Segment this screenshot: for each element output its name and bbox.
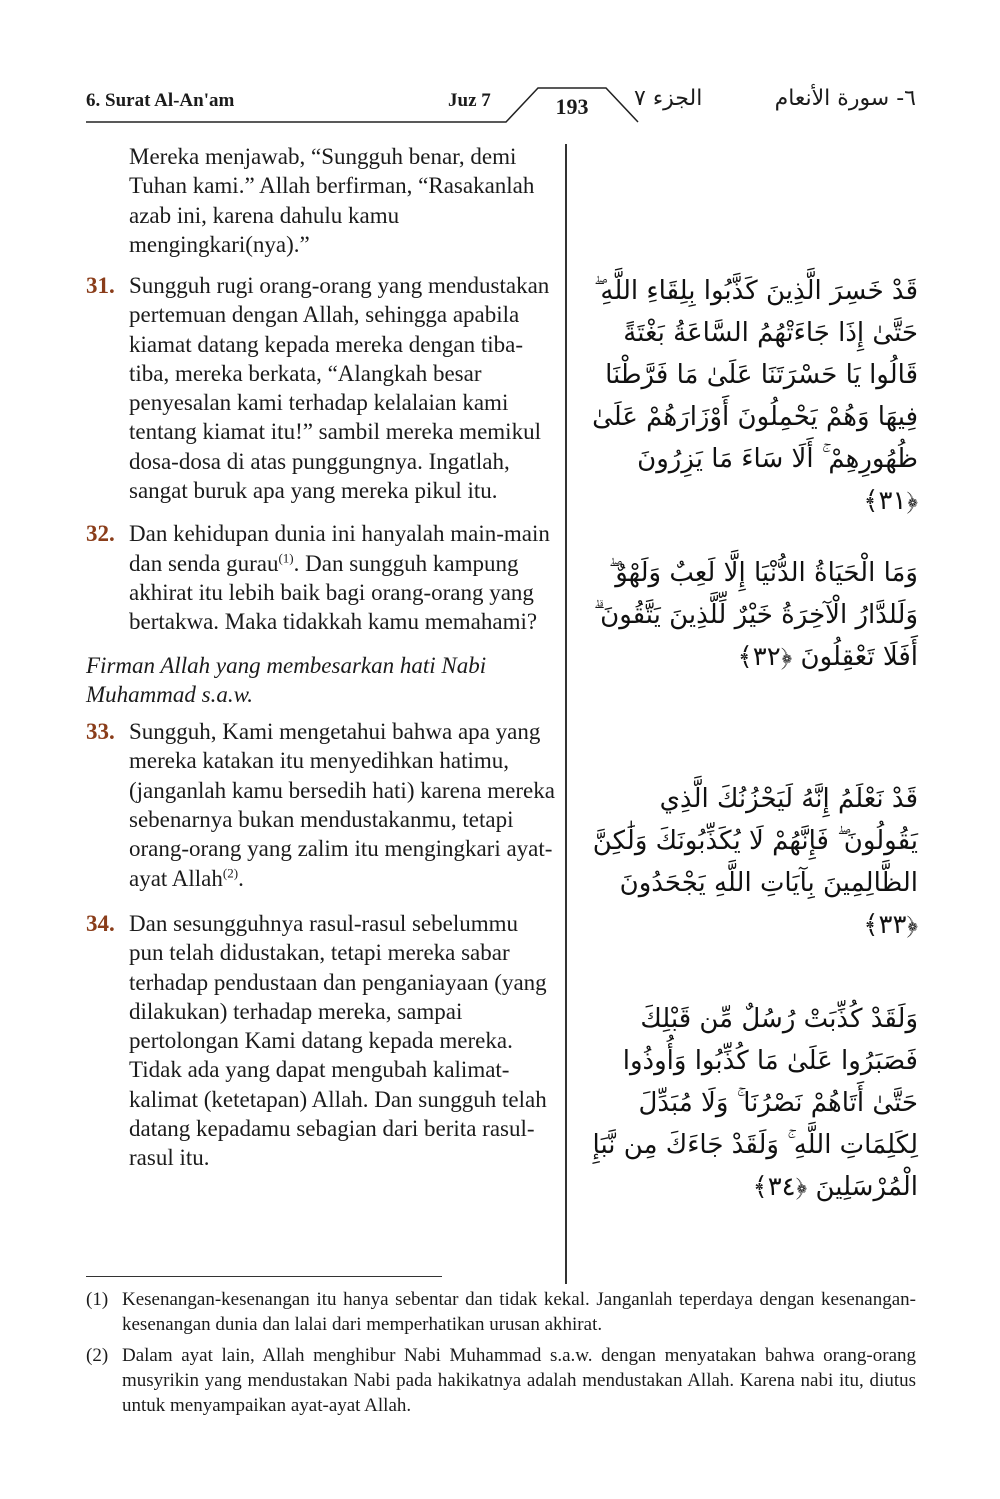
section-heading: Firman Allah yang membesarkan hati Nabi Muhammad s.a.w.: [86, 652, 487, 707]
verse-30-continuation: Mereka menjawab, “Sungguh benar, demi Tuhan kami.” Allah berfirman, “Rasakanlah azab ini, karena dahulu kamu mengingkari(nya).”: [129, 144, 535, 257]
verse-31-text: Sungguh rugi orang-orang yang mendustakan pertemuan dengan Allah, sehingga apabila kiamat datang kepada mereka dengan tiba-tiba, mereka berkata, “Alangkah besar penyesalan kami terhadap kelalaian kami tentang kiamat itu!” sambil mereka memikul dosa-dosa di atas punggungnya. Ingatlah, sangat buruk apa yang mereka pikul itu.: [129, 273, 550, 504]
verse-34-text: Dan sesungguhnya rasul-rasul sebelummu pun telah didustakan, tetapi mereka sabar terhadap pendustaan dan penganiayaan (yang dilakukan) terhadap mereka, sampai pertolongan Kami datang kepada mereka. Tidak ada yang dapat mengubah kalimat-kalimat (ketetapan) Allah. Dan sungguh telah datang kepadamu sebagian dari berita rasul-rasul itu.: [129, 910, 547, 1171]
column-divider: [565, 144, 567, 1284]
page-header: [86, 80, 916, 124]
verse-number-31: 31.: [86, 273, 115, 298]
verse-33-text-b: .: [238, 865, 244, 891]
verse-31-translation: [86, 271, 556, 505]
verse-number-34: 34.: [86, 910, 115, 936]
header-surah-latin: 6. Surat Al-An'am: [86, 90, 235, 111]
verse-32-text-b: . Dan sungguh kampung akhirat itu lebih baik bagi orang-orang yang bertakwa. Maka tidakkah kamu memahami?: [129, 550, 538, 635]
footnote-1-text: Kesenangan-kesenangan itu hanya sebentar dan tidak kekal. Janganlah teperdaya dengan kesenangan-kesenangan dunia dan lalai dari memperhatikan urusan akhirat.: [122, 1289, 916, 1335]
footnote-2-number: (2): [86, 1345, 109, 1366]
footnote-1-number: (1): [86, 1289, 109, 1310]
verse-33-text-a: Sungguh, Kami mengetahui bahwa apa yang mereka katakan itu menyedihkan hatimu, (janganlah kamu bersedih hati) karena mereka sebenarnya bukan mendustakanmu, tetapi orang-orang yang zalim itu mengingkari ayat-ayat Allah: [129, 719, 555, 891]
footnote-ref-2: (2): [222, 864, 239, 880]
header-juz-latin: Juz 7: [448, 90, 491, 111]
verse-34-arabic: وَلَقَدْ كُذِّبَتْ رُسُلٌ مِّن قَبْلِكَ فَصَبَرُوا عَلَىٰ مَا كُذِّبُوا وَأُوذُوا حَتَّىٰ أَتَاهُمْ نَصْرُنَا ۚ وَلَا مُبَدِّلَ لِكَلِمَاتِ اللَّهِ ۚ وَلَقَدْ جَاءَكَ مِن نَّبَإِ الْمُرْسَلِينَ ﴿٣٤﴾: [592, 1004, 918, 1202]
footnotes: [86, 1287, 916, 1424]
verse-34-translation: [86, 909, 556, 1173]
verse-number-32: 32.: [86, 521, 115, 547]
translation-column: [86, 142, 556, 1173]
header-surah-arabic: ٦- سورة الأنعام: [774, 86, 916, 111]
verse-31-arabic: قَدْ خَسِرَ الَّذِينَ كَذَّبُوا بِلِقَاءِ اللَّهِ ۖ حَتَّىٰ إِذَا جَاءَتْهُمُ السَّاعَةُ بَغْتَةً قَالُوا يَا حَسْرَتَنَا عَلَىٰ مَا فَرَّطْنَا فِيهَا وَهُمْ يَحْمِلُونَ أَوْزَارَهُمْ عَلَىٰ ظُهُورِهِمْ ۚ أَلَا سَاءَ مَا يَزِرُونَ ﴿٣١﴾: [592, 276, 918, 516]
verse-33-arabic: قَدْ نَعْلَمُ إِنَّهُ لَيَحْزُنُكَ الَّذِي يَقُولُونَ ۖ فَإِنَّهُمْ لَا يُكَذِّبُونَكَ وَلَٰكِنَّ الظَّالِمِينَ بِآيَاتِ اللَّهِ يَجْحَدُونَ ﴿٣٣﴾: [592, 784, 918, 940]
footnote-separator: [86, 1276, 442, 1277]
footnote-2: [86, 1343, 916, 1418]
header-juz-arabic: الجزء ٧: [634, 86, 703, 111]
footnote-ref-1: (1): [278, 550, 294, 566]
verse-number-33: 33.: [86, 719, 115, 745]
verse-32-translation: [86, 519, 556, 636]
footnote-1: [86, 1287, 916, 1337]
verse-33-translation: [86, 717, 556, 893]
verse-32-arabic: وَمَا الْحَيَاةُ الدُّنْيَا إِلَّا لَعِبٌ وَلَهْوٌ ۖ وَلَلدَّارُ الْآخِرَةُ خَيْرٌ لِّلَّذِينَ يَتَّقُونَ ۗ أَفَلَا تَعْقِلُونَ ﴿٣٢﴾: [593, 558, 918, 672]
verse-32-text-a: Dan kehidupan dunia ini hanyalah main-main dan senda gurau: [129, 521, 550, 576]
footnote-2-text: Dalam ayat lain, Allah menghibur Nabi Muhammad s.a.w. dengan menyatakan bahwa orang-orang musyrikin yang mendustakan Nabi pada hakikatnya adalah mendustakan Allah. Karena nabi itu, diutus untuk menyampaikan ayat-ayat Allah.: [122, 1345, 916, 1416]
page-number: 193: [555, 94, 589, 119]
